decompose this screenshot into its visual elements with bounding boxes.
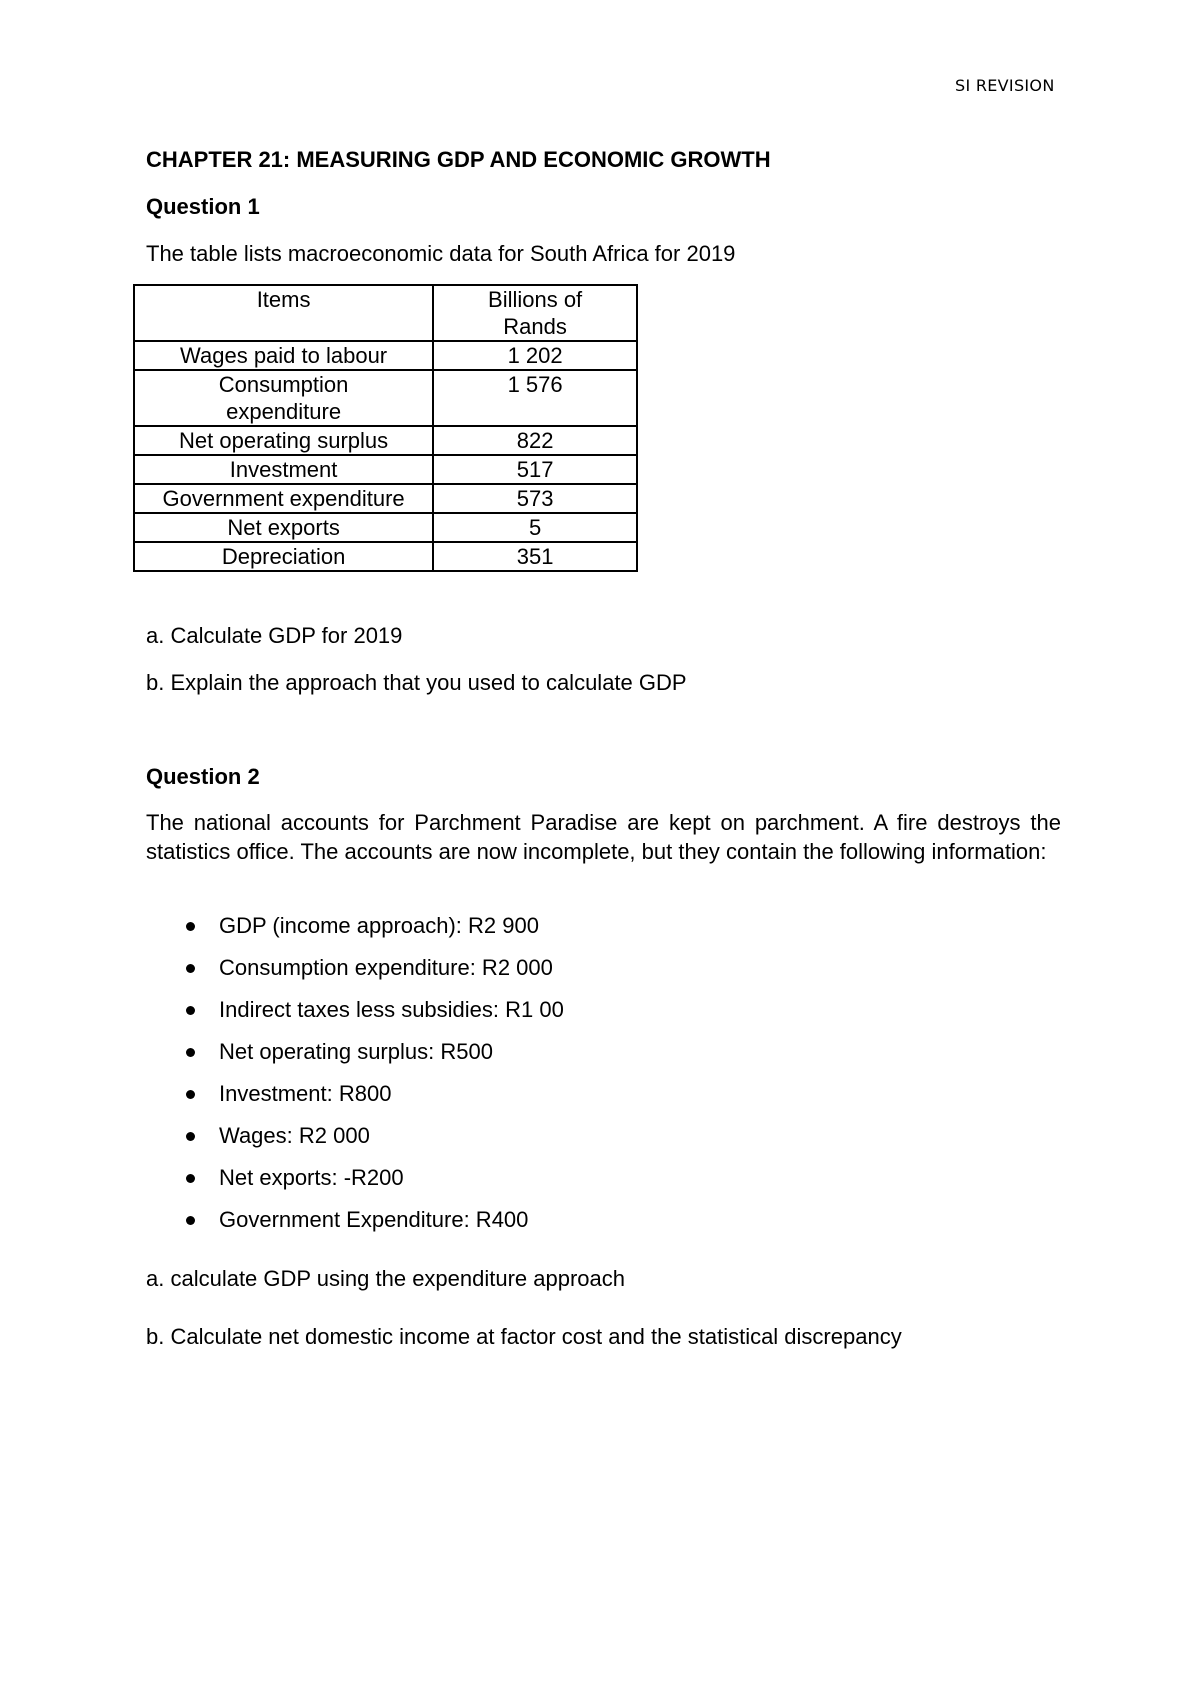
- list-item-text: Consumption expenditure: R2 000: [219, 955, 553, 980]
- table-row: [134, 484, 637, 513]
- list-item-text: Government Expenditure: R400: [219, 1207, 529, 1232]
- table-row: [134, 542, 637, 571]
- question-1-part-b: b. Explain the approach that you used to calculate GDP: [146, 670, 687, 695]
- table-cell-value: 573: [433, 484, 637, 513]
- bullet-icon: [186, 1132, 195, 1141]
- bullet-icon: [186, 1174, 195, 1183]
- table-cell-item-line1: Consumption: [218, 372, 349, 397]
- macro-data-table: [133, 284, 638, 572]
- table-cell-item: Net exports: [134, 513, 433, 542]
- header-value-line1: Billions of: [488, 287, 583, 312]
- table-row: [134, 455, 637, 484]
- chapter-title: CHAPTER 21: MEASURING GDP AND ECONOMIC GROWTH: [146, 147, 771, 172]
- list-item: [146, 1165, 564, 1207]
- header-items-cell: [134, 285, 433, 341]
- table-row: [134, 513, 637, 542]
- table-cell-value: 822: [433, 426, 637, 455]
- list-item: [146, 913, 564, 955]
- header-value-cell: [433, 285, 637, 341]
- table-cell-item: Wages paid to labour: [134, 341, 433, 370]
- list-item-text: Net exports: -R200: [219, 1165, 404, 1190]
- table-cell-item: Depreciation: [134, 542, 433, 571]
- bullet-icon: [186, 1090, 195, 1099]
- bullet-icon: [186, 964, 195, 973]
- question-2-part-b: b. Calculate net domestic income at factor cost and the statistical discrepancy: [146, 1324, 902, 1349]
- list-item-text: GDP (income approach): R2 900: [219, 913, 539, 938]
- question-2-part-a: a. calculate GDP using the expenditure approach: [146, 1266, 626, 1291]
- table-cell-value: 5: [433, 513, 637, 542]
- question-2-intro: The national accounts for Parchment Paradise are kept on parchment. A fire destroys the statistics office. The accounts are now incomplete, but they contain the following information:: [146, 810, 1061, 864]
- list-item: [146, 1039, 564, 1081]
- header-label: SI REVISION: [955, 76, 1055, 95]
- bullet-icon: [186, 1216, 195, 1225]
- table-header-row: [134, 285, 637, 341]
- question-2-heading: Question 2: [146, 764, 260, 789]
- bullet-icon: [186, 1006, 195, 1015]
- list-item: [146, 997, 564, 1039]
- header-items-label: Items: [256, 287, 311, 312]
- bullet-icon: [186, 922, 195, 931]
- list-item-text: Indirect taxes less subsidies: R1 00: [219, 997, 564, 1022]
- table-cell-value: 517: [433, 455, 637, 484]
- bullet-icon: [186, 1048, 195, 1057]
- header-value-line2: Rands: [503, 314, 567, 339]
- table-row: [134, 426, 637, 455]
- list-item: [146, 955, 564, 997]
- table-row: [134, 341, 637, 370]
- table-row: [134, 370, 637, 426]
- list-item: [146, 1123, 564, 1165]
- table-cell-item: Net operating surplus: [134, 426, 433, 455]
- table-cell-value: 351: [433, 542, 637, 571]
- table-cell-item: [134, 370, 433, 426]
- list-item: [146, 1081, 564, 1123]
- table-cell-item: Government expenditure: [134, 484, 433, 513]
- question-1-heading: Question 1: [146, 194, 260, 219]
- question-1-intro: The table lists macroeconomic data for South Africa for 2019: [146, 241, 736, 266]
- table-cell-value: 1 202: [433, 341, 637, 370]
- question-1-part-a: a. Calculate GDP for 2019: [146, 623, 403, 648]
- list-item: [146, 1207, 564, 1249]
- question-2-bullet-list: [146, 913, 564, 1249]
- table-cell-value: 1 576: [433, 370, 637, 426]
- list-item-text: Wages: R2 000: [219, 1123, 370, 1148]
- list-item-text: Investment: R800: [219, 1081, 392, 1106]
- table-cell-item: Investment: [134, 455, 433, 484]
- table-cell-item-line2: expenditure: [226, 399, 342, 424]
- list-item-text: Net operating surplus: R500: [219, 1039, 493, 1064]
